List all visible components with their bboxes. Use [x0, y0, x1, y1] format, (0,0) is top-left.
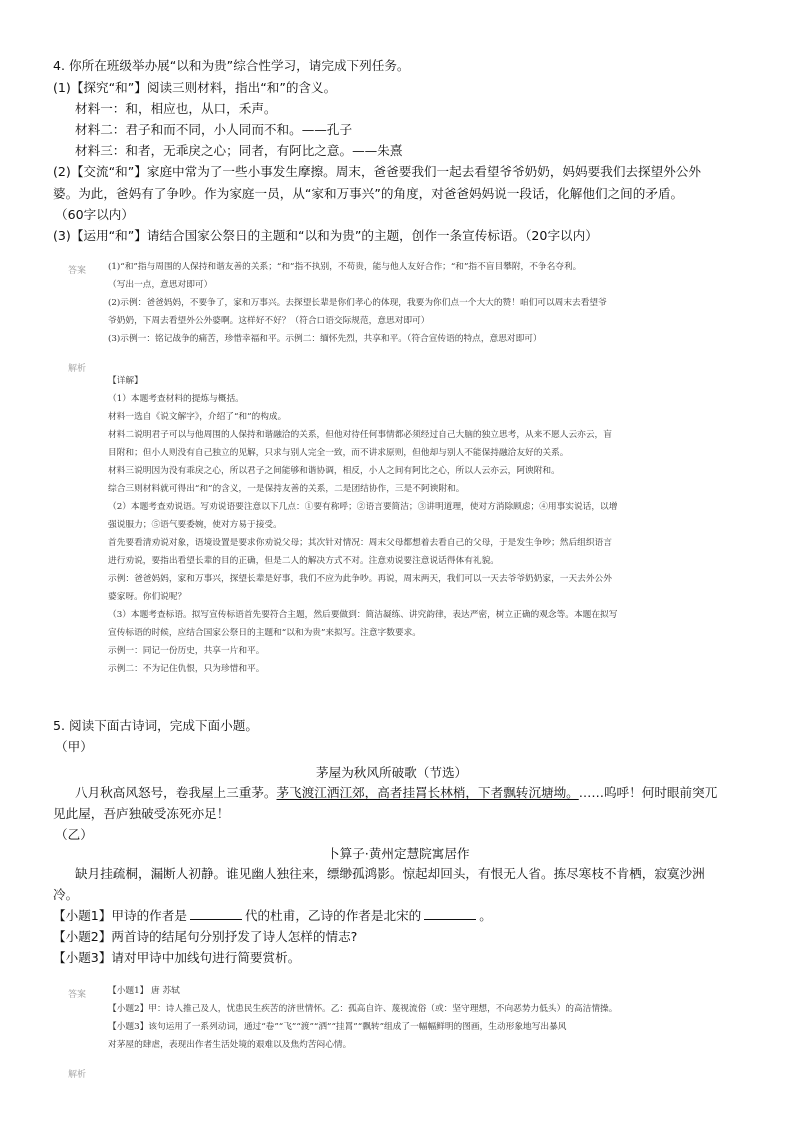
q4-task2-line2: 婆。为此，爸妈有了争吵。作为家庭一员，从“家和万事兴”的角度，对爸爸妈妈说一段话，化解他们之间的矛盾。 — [53, 186, 684, 201]
poem1-line1-end: ……呜呼！何时眼前突兀 — [578, 785, 718, 800]
poem2-title: 卜算子·黄州定慧院寓居作 — [327, 846, 470, 861]
q5-answer-3: 【小题3】该句运用了一系列动词，通过“卷”“飞”“渡”“洒”“挂罥”“飘转”组成了一幅幅鲜明的图画，生动形象地写出暴风 — [108, 1022, 567, 1032]
q5-stem: 5. 阅读下面古诗词，完成下面小题。 — [53, 718, 258, 733]
sub1-text-a: 【小题1】甲诗的作者是 — [53, 908, 187, 923]
analysis-line: 综合三则材料就可得出“和”的含义，一是保持友善的关系，二是团结协作，三是不阿谀附和。 — [108, 484, 465, 494]
q4-task2-line1: (2)【交流“和”】家庭中常为了一些小事发生摩擦。周末，爸爸要我们一起去看望爷爷奶奶，妈妈要我们去探望外公外 — [53, 164, 701, 179]
poem1-line2: 见此屋，吾庐独破受冻死亦足！ — [53, 806, 230, 821]
answer-blank-2[interactable] — [424, 907, 476, 920]
q4-analysis-label: 解析 — [68, 364, 87, 374]
poem1-line1-start: 八月秋高风怒号，卷我屋上三重茅。 — [75, 785, 277, 800]
q5-sub1 — [53, 906, 492, 926]
analysis-line: 【详解】 — [108, 376, 143, 386]
sub1-text-c: 。 — [479, 908, 492, 923]
poem1-underlined: 茅飞渡江洒江郊，高者挂罥长林梢，下者飘转沉塘坳。 — [276, 785, 579, 800]
q4-answer-label: 答案 — [68, 266, 87, 276]
analysis-line: 目附和；但小人则没有自己独立的见解，只求与别人完全一致，而不讲求原则，但他却与别人不能保持融洽友好的关系。 — [108, 448, 569, 458]
q4-material3: 材料三：和者，无乖戾之心；同者，有阿比之意。——朱熹 — [75, 143, 403, 158]
q4-task1: (1)【探究“和”】阅读三则材料，指出“和”的含义。 — [53, 80, 337, 95]
q5-analysis-label: 解析 — [68, 1070, 87, 1080]
q4-answer-1: (1)“和”指与周围的人保持和谐友善的关系；“和”指不执别，不苟贵，能与他人友好合作；“和”指不盲目攀附，不争名夺利。 — [108, 262, 582, 272]
q5-answer-2: 【小题2】甲：诗人推己及人，忧患民生疾苦的济世情怀。乙：孤高自许、蔑视流俗（或：坚守理想，不向恶势力低头）的高洁情操。 — [108, 1004, 618, 1014]
analysis-line: 材料三说明因为没有乖戾之心，所以君子之间能够和谐协调，相反，小人之间有阿比之心，所以人云亦云，阿谀附和。 — [108, 466, 560, 476]
q5-sub2: 【小题2】两首诗的结尾句分别抒发了诗人怎样的情志? — [53, 929, 358, 944]
answer-blank-1[interactable] — [190, 907, 242, 920]
sub1-text-b: 代的杜甫，乙诗的作者是北宋的 — [244, 908, 422, 923]
analysis-line: 材料一选自《说文解字》，介绍了“和”的构成。 — [108, 412, 287, 422]
poem2-line2: 冷。 — [53, 887, 79, 902]
q4-answer-1b: （写出一点，意思对即可） — [108, 280, 213, 290]
q4-answer-2: (2)示例：爸爸妈妈，不要争了，家和万事兴。去探望长辈是你们孝心的体现，我要为你们点一个大大的赞！咱们可以周末去看望爷 — [108, 298, 607, 308]
q4-material2: 材料二：君子和而不同，小人同而不和。——孔子 — [75, 122, 353, 137]
q4-task2-line3: （60字以内） — [55, 207, 134, 222]
analysis-line: 示例一：同记一份历史，共享一片和平。 — [108, 646, 265, 656]
poem1-title: 茅屋为秋风所破歌（节选） — [316, 765, 468, 780]
analysis-line: 示例二：不为记住仇恨，只为珍惜和平。 — [108, 664, 265, 674]
q5-answer-label: 答案 — [68, 990, 87, 1000]
q4-task3: (3)【运用“和”】请结合国家公祭日的主题和“以和为贵”的主题，创作一条宣传标语。（20字以内） — [53, 228, 598, 243]
poem1-line1 — [75, 783, 717, 803]
q4-answer-2b: 爷奶奶，下周去看望外公外婆啊。这样好不好？（符合口语交际规范，意思对即可） — [108, 316, 430, 326]
analysis-line: 示例：爸爸妈妈，家和万事兴，探望长辈是好事，我们不应为此争吵。再说，周末两天，我们可以一天去爷爷奶奶家，一天去外公外 — [108, 574, 612, 584]
q5-yi: （乙） — [55, 827, 93, 842]
q5-jia: （甲） — [55, 739, 93, 754]
analysis-line: 材料二说明君子可以与他周围的人保持和谐融洽的关系，但他对待任何事情都必须经过自己大脑的独立思考，从来不愿人云亦云，盲 — [108, 430, 612, 440]
analysis-line: 强说服力；⑤语气要委婉，使对方易于接受。 — [108, 520, 282, 530]
poem2-line1: 缺月挂疏桐，漏断人初静。谁见幽人独往来，缥缈孤鸿影。惊起却回头，有恨无人省。拣尽寒枝不肯栖，寂寞沙洲 — [75, 866, 705, 881]
q4-answer-3: (3)示例一：铭记战争的痛苦，珍惜幸福和平。示例二：缅怀先烈，共享和平。（符合宣传语的特点，意思对即可） — [108, 334, 542, 344]
q4-stem: 4. 你所在班级举办展“以和为贵”综合性学习，请完成下列任务。 — [53, 58, 410, 73]
analysis-line: （3）本题考查标语。拟写宣传标语首先要符合主题，然后要做到：简洁凝练、讲究韵律，表达严密，树立正确的观念等。本题在拟写 — [108, 610, 618, 620]
q5-answer-1: 【小题1】 唐 苏轼 — [108, 986, 180, 996]
q5-sub3: 【小题3】请对甲诗中加线句进行简要赏析。 — [53, 950, 301, 965]
analysis-line: 宣传标语的时候，应结合国家公祭日的主题和“以和为贵”来拟写。注意字数要求。 — [108, 628, 421, 638]
analysis-line: 婆家呀。你们说呢？ — [108, 592, 187, 602]
q4-material1: 材料一：和，相应也，从口，禾声。 — [75, 101, 277, 116]
analysis-line: 首先要看清劝说对象，语境设置是要求你劝说父母；其次针对情况：周末父母都想着去看自己的父母，于是发生争吵；然后组织语言 — [108, 538, 612, 548]
analysis-line: 进行劝说，要指出看望长辈的目的正确，但是二人的解决方式不对。注意劝说要注意说话得体有礼貌。 — [108, 556, 499, 566]
q5-answer-3b: 对茅屋的肆虐，表现出作者生活处境的艰难以及焦灼苦闷心情。 — [108, 1040, 352, 1050]
analysis-line: （2）本题考查劝说语。写劝说语要注意以下几点：①要有称呼；②语言要简洁；③讲明道理，使对方消除顾虑；④用事实说话，以增 — [108, 502, 618, 512]
analysis-line: （1）本题考查材料的提炼与概括。 — [108, 394, 244, 404]
